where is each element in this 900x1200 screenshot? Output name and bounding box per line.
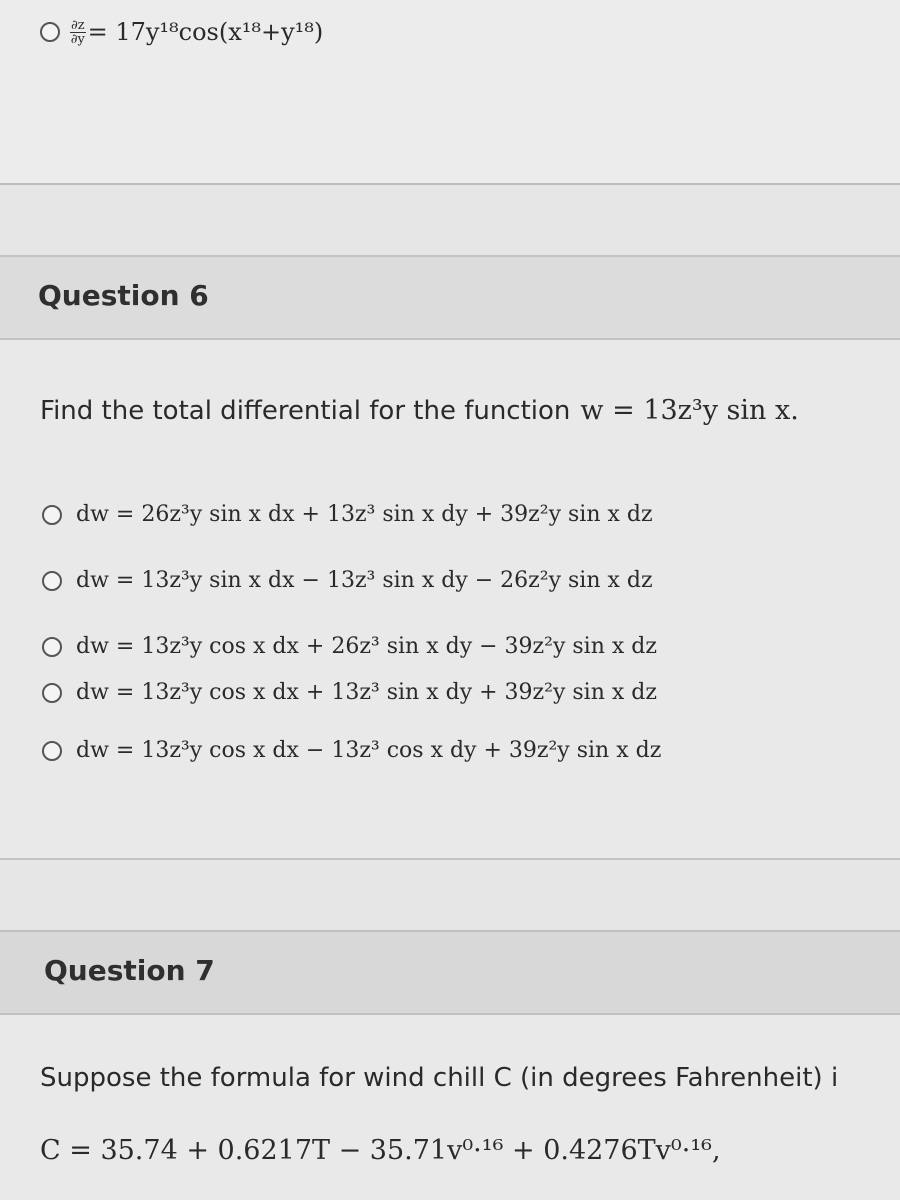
radio-button[interactable] [42,683,62,703]
question-6-body [0,340,900,860]
option-text: dw = 13z³y cos x dx + 13z³ sin x dy + 39z²y sin x dz [76,680,657,705]
question-title: Question 7 [44,954,215,987]
option-text: dw = 13z³y sin x dx − 13z³ sin x dy − 26z²y sin x dz [76,568,653,593]
question-prompt: Find the total differential for the function w = 13z³y sin x. [40,395,799,426]
answer-option-4[interactable] [42,680,657,705]
function-expression: w = 13z³y sin x. [580,395,799,426]
option-text: dw = 13z³y cos x dx + 26z³ sin x dy − 39z²y sin x dz [76,634,657,659]
radio-button[interactable] [42,637,62,657]
question-7-body [0,1015,900,1200]
radio-button[interactable] [42,505,62,525]
radio-button[interactable] [42,571,62,591]
wind-chill-formula: C = 35.74 + 0.6217T − 35.71v⁰·¹⁶ + 0.4276Tv⁰·¹⁶, [40,1135,721,1166]
option-text: dw = 13z³y cos x dx − 13z³ cos x dy + 39z²y sin x dz [76,738,662,763]
previous-answer-option[interactable] [40,18,323,46]
answer-option-3[interactable] [42,634,657,659]
answer-option-1[interactable] [42,502,653,527]
radio-button[interactable] [40,22,60,42]
option-text: = 17y¹⁸cos(x¹⁸+y¹⁸) [87,18,324,46]
answer-option-2[interactable] [42,568,653,593]
option-text: dw = 26z³y sin x dx + 13z³ sin x dy + 39z²y sin x dz [76,502,653,527]
question-6-header [0,255,900,340]
radio-button[interactable] [42,741,62,761]
question-7-header [0,930,900,1015]
partial-derivative-fraction: $\frac{\partial z}{\partial y}$ [70,17,85,47]
previous-question-panel [0,0,900,185]
answer-option-5[interactable] [42,738,661,763]
question-title: Question 6 [38,279,209,312]
question-prompt: Suppose the formula for wind chill C (in degrees Fahrenheit) i [40,1063,839,1093]
